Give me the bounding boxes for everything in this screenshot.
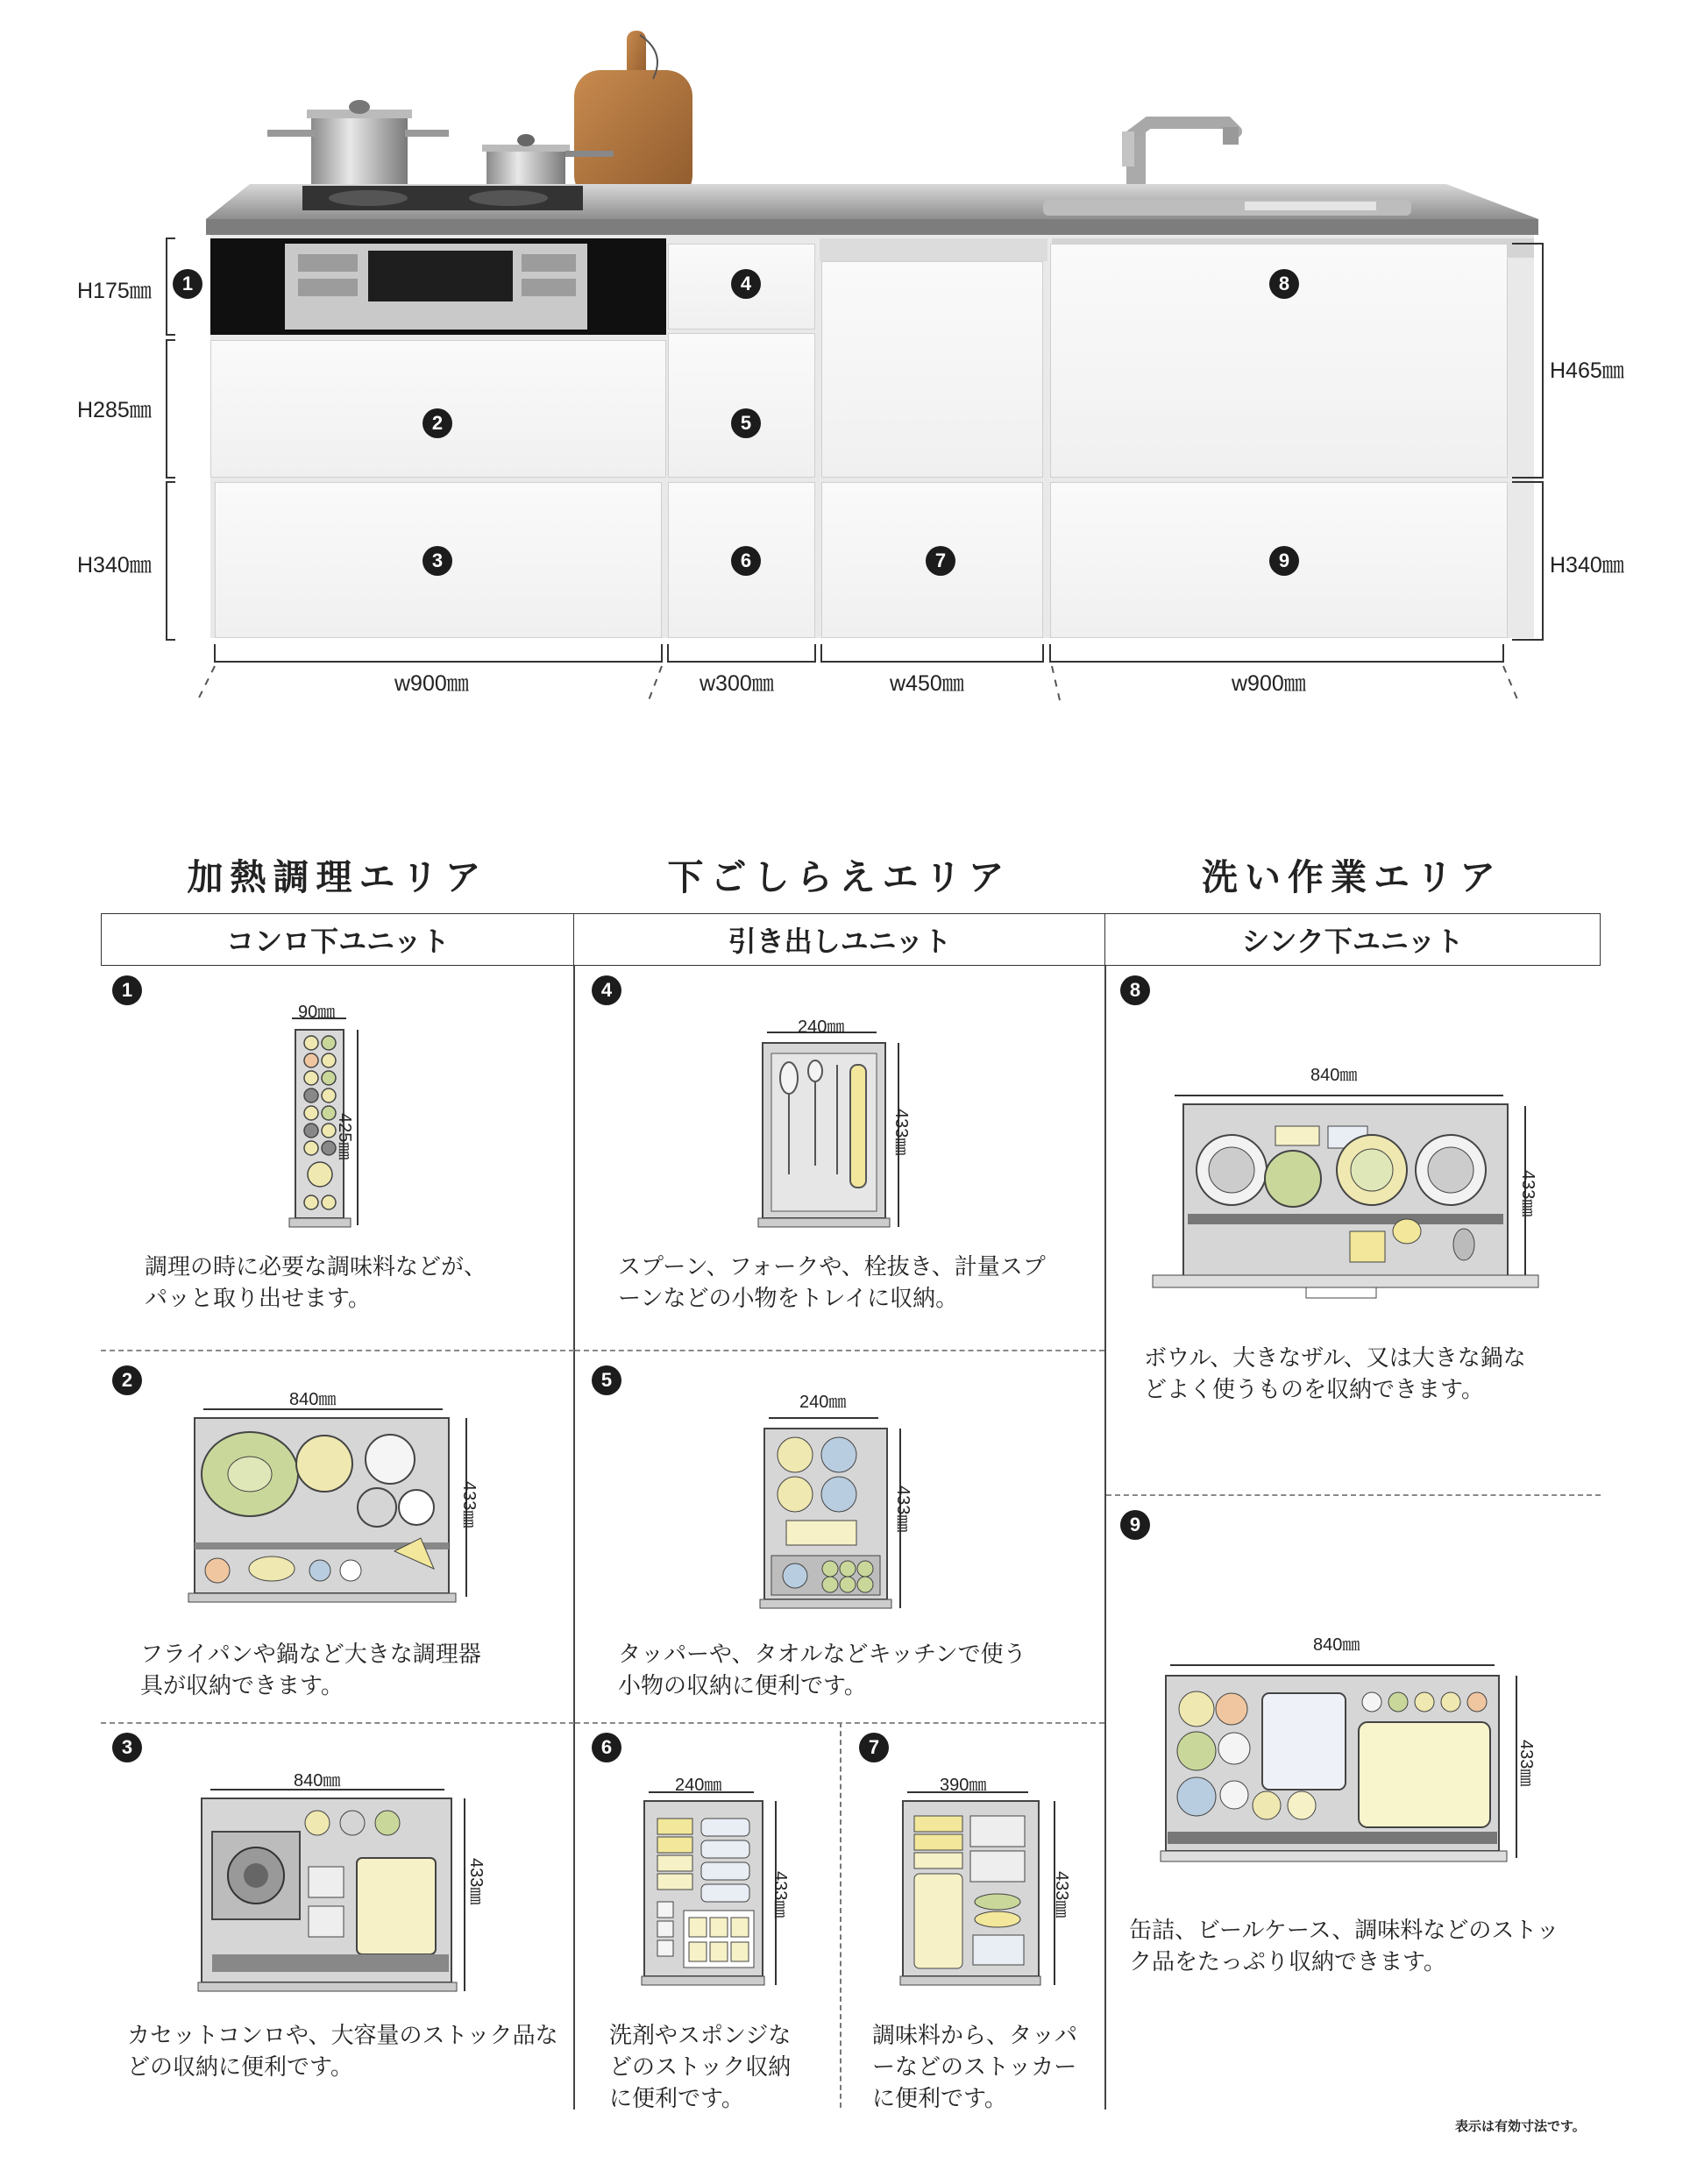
faucet [1122, 123, 1239, 193]
column-divider-2 [1104, 966, 1106, 2110]
unit-1-depth: 425㎜ [335, 1113, 354, 1160]
column-divider-3 [840, 1722, 842, 2108]
unit-3-description: カセットコンロや、大容量のストック品な どの収納に便利です。 [127, 2023, 558, 2081]
row-divider-right [1106, 1494, 1601, 1496]
width-label-300: w300㎜ [699, 671, 774, 696]
kitchen-marker-2: 2 [423, 408, 452, 438]
footnote: 表示は有効寸法です。 [1455, 2118, 1586, 2134]
kitchen-marker-7: 7 [926, 546, 955, 576]
cassette-stove-drawer-illustration [195, 1770, 493, 2007]
unit-marker-8: 8 [1120, 975, 1150, 1005]
unit-3-depth: 433㎜ [466, 1858, 486, 1905]
height-label-465: H465㎜ [1550, 358, 1624, 383]
unit-marker-9: 9 [1120, 1510, 1150, 1540]
unit-2-diagram [184, 1393, 482, 1621]
unit-6-description: 洗剤やスポンジな どのストック収納 に便利です。 [609, 2023, 792, 2112]
dishwasher-door[interactable] [821, 261, 1043, 478]
counter-edge [206, 219, 1538, 235]
unit-4-width: 240㎜ [798, 1018, 845, 1037]
kitchen-marker-8: 8 [1269, 269, 1299, 299]
unit-3-diagram [195, 1770, 493, 2007]
dishwasher-control [820, 238, 1047, 261]
unit-header-drawer: 引き出しユニット [573, 913, 1106, 966]
kitchen-marker-9: 9 [1269, 546, 1299, 576]
area-title-prep: 下ごしらえエリア [667, 856, 1012, 898]
drawer-5[interactable] [668, 333, 815, 478]
width-brackets [215, 644, 1503, 662]
unit-5-description: タッパーや、タオルなどキッチンで使う 小物の収納に便利です。 [618, 1642, 1026, 1699]
bowls-drawer-illustration [1140, 1087, 1560, 1306]
kitchen-marker-1: 1 [173, 269, 202, 299]
unit-marker-4: 4 [592, 975, 621, 1005]
unit-9-width: 840㎜ [1313, 1635, 1360, 1655]
unit-5-depth: 433㎜ [893, 1486, 913, 1533]
row-divider-left-2 [101, 1722, 574, 1724]
unit-8-diagram [1140, 1087, 1560, 1306]
spice-rack-illustration [285, 999, 381, 1236]
area-title-washing: 洗い作業エリア [1202, 856, 1502, 898]
unit-9-diagram [1148, 1656, 1560, 1876]
unit-2-depth: 433㎜ [459, 1481, 479, 1528]
unit-marker-1: 1 [112, 975, 142, 1005]
kitchen-marker-6: 6 [731, 546, 761, 576]
height-label-175: H175㎜ [77, 279, 152, 303]
unit-7-depth: 433㎜ [1052, 1871, 1071, 1918]
unit-6-depth: 433㎜ [770, 1871, 790, 1918]
height-label-340-left: H340㎜ [77, 553, 152, 578]
unit-8-depth: 433㎜ [1518, 1170, 1537, 1217]
area-title-heating: 加熱調理エリア [187, 856, 488, 898]
unit-2-description: フライパンや鍋など大きな調理器 具が収納できます。 [140, 1642, 481, 1699]
unit-marker-2: 2 [112, 1365, 142, 1395]
kitchen-illustration [0, 0, 1683, 701]
kitchen-marker-4: 4 [731, 269, 761, 299]
row-divider-mid-1 [575, 1350, 1104, 1351]
large-pot [267, 100, 449, 188]
kitchen-marker-5: 5 [731, 408, 761, 438]
row-divider-left-1 [101, 1350, 574, 1351]
unit-9-depth: 433㎜ [1516, 1740, 1536, 1787]
unit-6-width: 240㎜ [675, 1776, 722, 1795]
unit-2-width: 840㎜ [289, 1390, 337, 1409]
unit-marker-6: 6 [592, 1733, 621, 1762]
pots-drawer-illustration [184, 1393, 482, 1621]
unit-9-description: 缶詰、ビールケース、調味料などのストッ ク品をたっぷり収納できます。 [1129, 1918, 1559, 1975]
unit-1-description: 調理の時に必要な調味料などが、 パッと取り出せます。 [145, 1254, 487, 1312]
unit-1-width: 90㎜ [298, 1003, 336, 1022]
width-label-900-left: w900㎜ [394, 671, 469, 696]
unit-4-depth: 433㎜ [891, 1109, 911, 1156]
unit-header-sink: シンク下ユニット [1104, 913, 1601, 966]
stove-burners [302, 186, 583, 210]
row-divider-mid-2 [575, 1722, 1104, 1724]
unit-8-width: 840㎜ [1310, 1066, 1358, 1085]
unit-marker-7: 7 [859, 1733, 889, 1762]
unit-5-width: 240㎜ [799, 1393, 847, 1412]
kitchen-marker-3: 3 [423, 546, 452, 576]
column-divider-1 [573, 966, 575, 2110]
guide-lines [101, 666, 1600, 701]
unit-marker-3: 3 [112, 1733, 142, 1762]
height-label-340-right: H340㎜ [1550, 553, 1624, 578]
height-label-285: H285㎜ [77, 398, 152, 422]
unit-1-diagram [285, 999, 381, 1236]
unit-3-width: 840㎜ [294, 1771, 341, 1790]
unit-8-description: ボウル、大きなザル、又は大きな鍋な どよく使うものを収納できます。 [1144, 1345, 1526, 1403]
cutting-board [574, 31, 692, 202]
stock-drawer-illustration [1148, 1656, 1560, 1876]
unit-4-description: スプーン、フォークや、栓抜き、計量スプ ーンなどの小物をトレイに収納。 [618, 1254, 1046, 1312]
width-label-900-right: w900㎜ [1232, 671, 1306, 696]
unit-marker-5: 5 [592, 1365, 621, 1395]
unit-7-description: 調味料から、タッパ ーなどのストッカー に便利です。 [872, 2023, 1078, 2112]
unit-7-width: 390㎜ [940, 1776, 987, 1795]
width-label-450: w450㎜ [890, 671, 964, 696]
unit-header-stove: コンロ下ユニット [101, 913, 575, 966]
